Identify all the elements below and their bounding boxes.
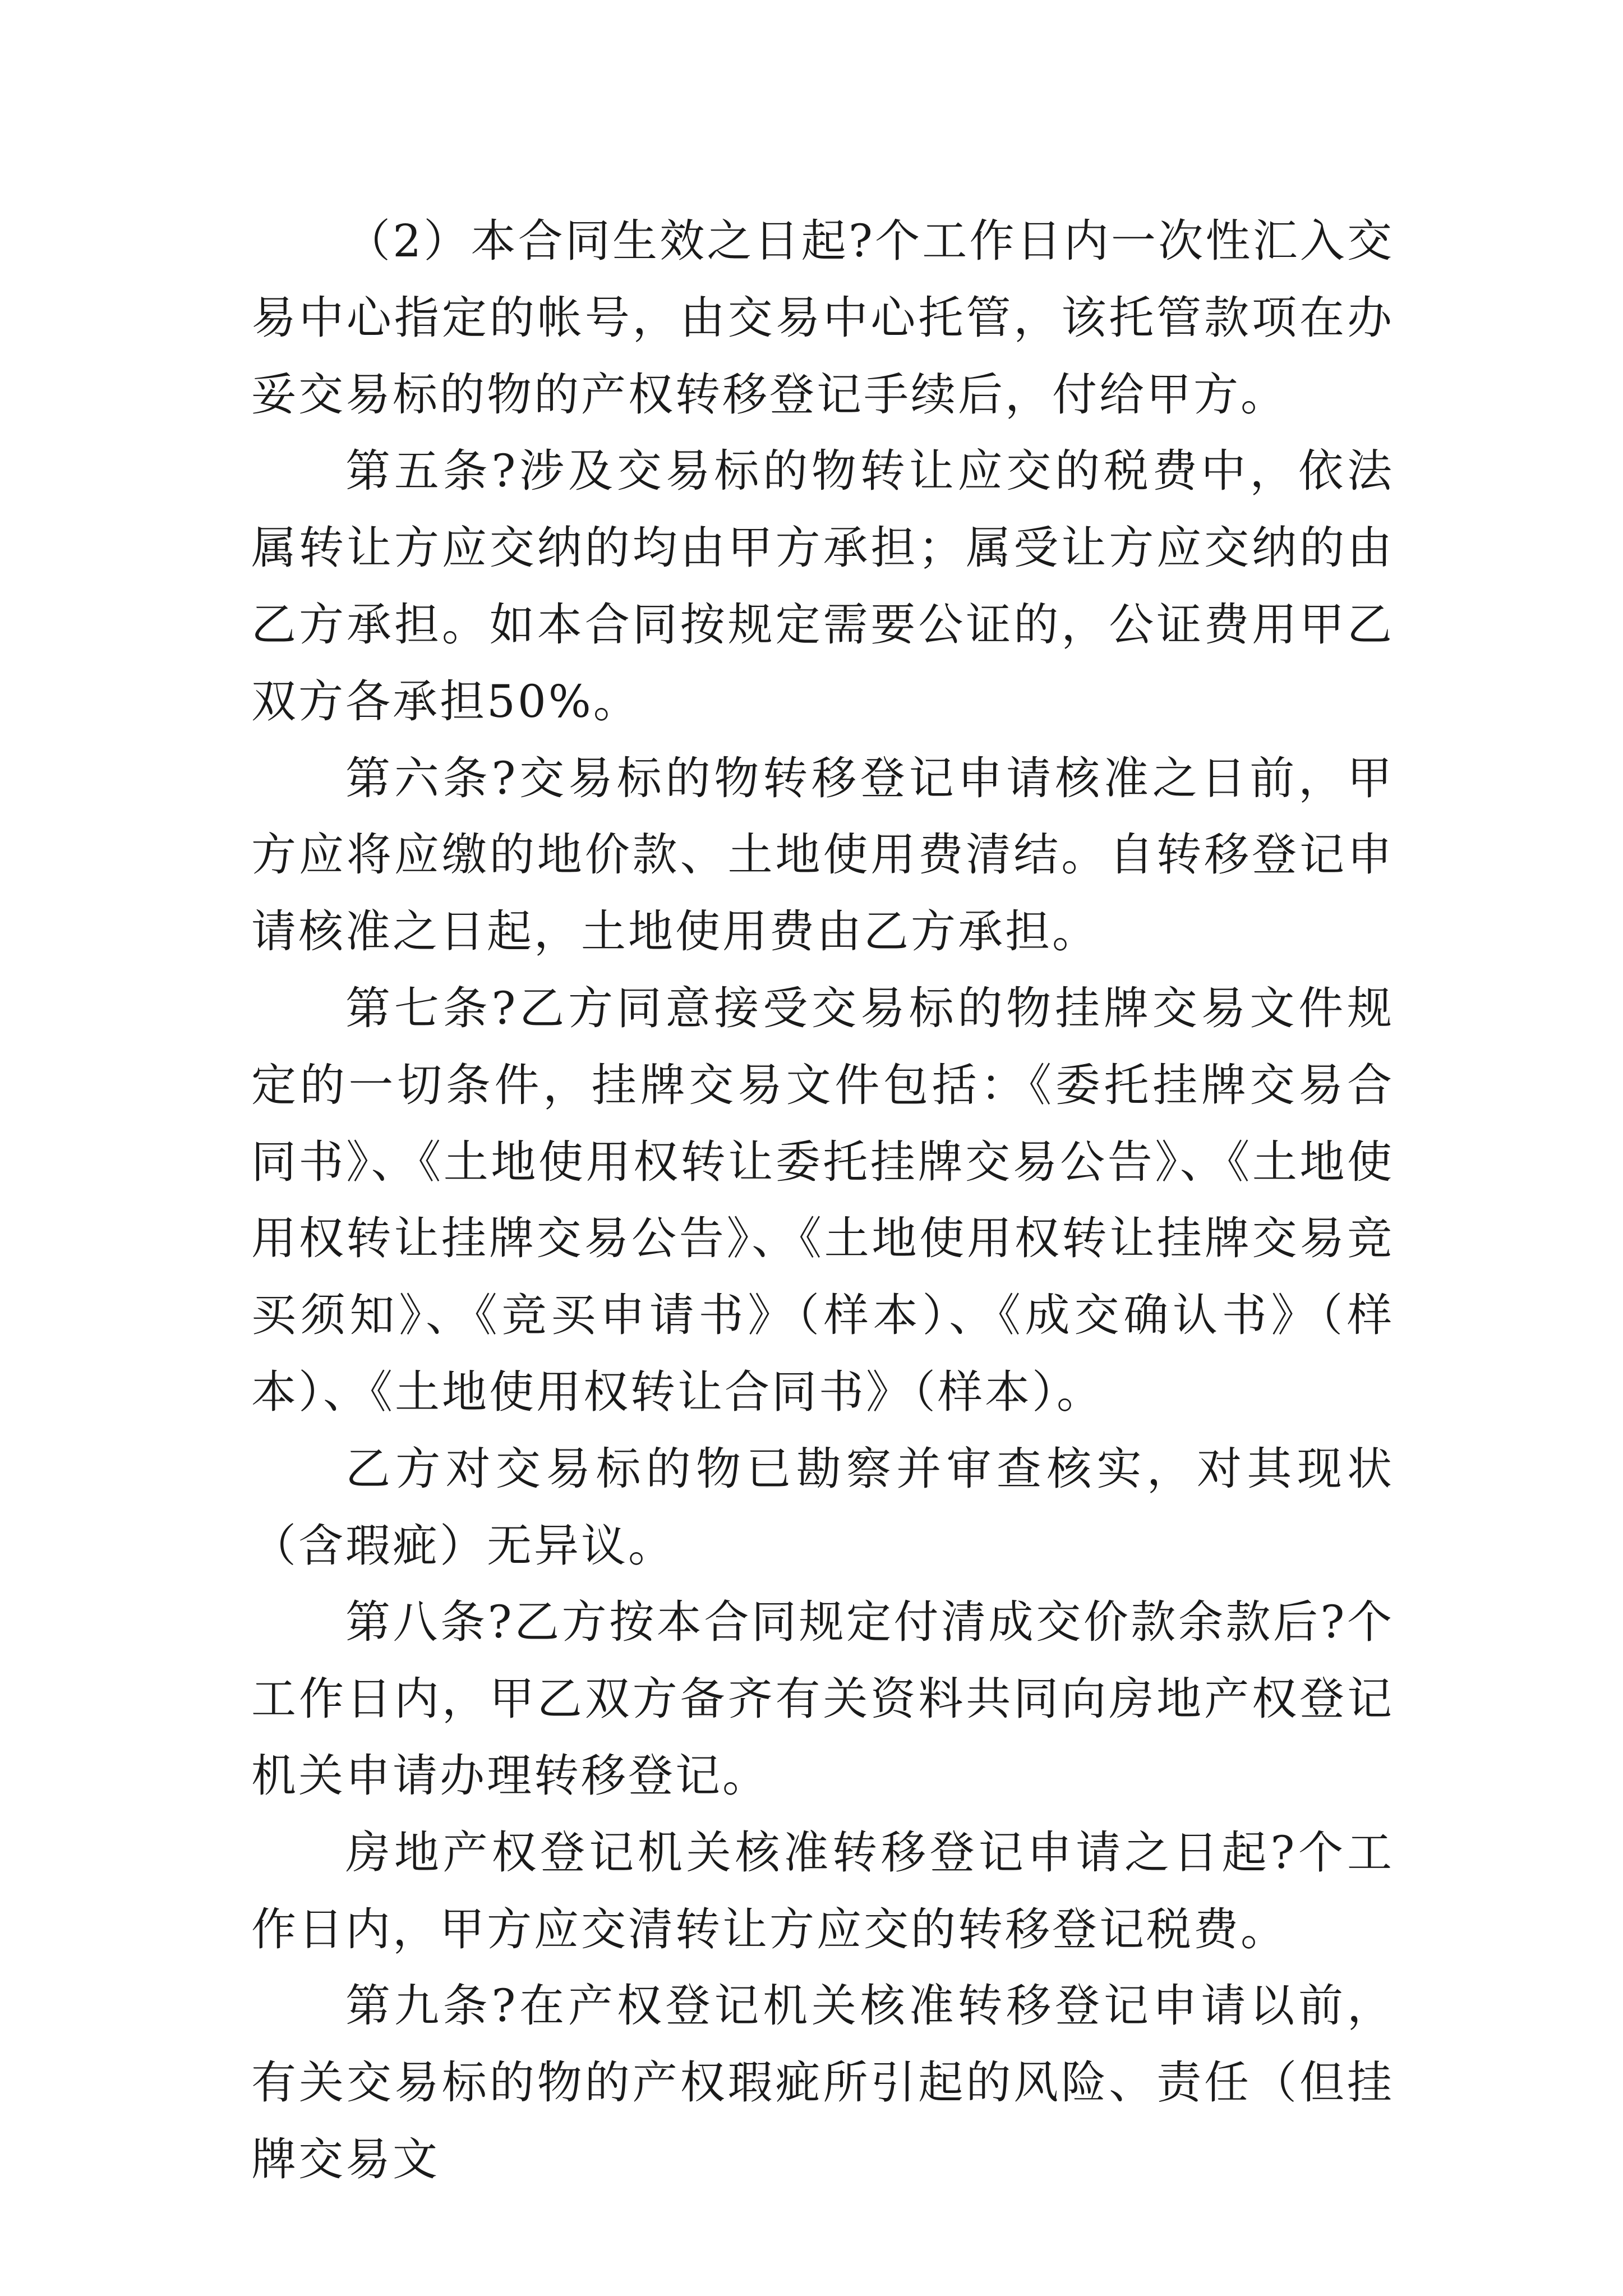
paragraph-article-7-acknowledgement: 乙方对交易标的物已勘察并审查核实，对其现状（含瑕疵）无异议。 bbox=[251, 1442, 1394, 1572]
paragraph-article-8: 第八条?乙方按本合同规定付清成交价款余款后?个工作日内，甲乙双方备齐有关资料共同向房地产权登记机关申请办理转移登记。 bbox=[251, 1596, 1394, 1802]
paragraph-payment-clause-2: （2）本合同生效之日起?个工作日内一次性汇入交易中心指定的帐号，由交易中心托管，该托管款项在办妥交易标的物的产权转移登记手续后，付给甲方。 bbox=[251, 215, 1394, 421]
paragraph-article-5: 第五条?涉及交易标的物转让应交的税费中，依法属转让方应交纳的均由甲方承担；属受让方应交纳的由乙方承担。如本合同按规定需要公证的，公证费用甲乙双方各承担50%。 bbox=[251, 445, 1394, 728]
paragraph-article-9: 第九条?在产权登记机关核准转移登记申请以前，有关交易标的物的产权瑕疵所引起的风险、责任（但挂牌交易文 bbox=[251, 1980, 1394, 2185]
contract-body bbox=[251, 203, 1394, 2198]
paragraph-article-8-taxes: 房地产权登记机关核准转移登记申请之日起?个工作日内，甲方应交清转让方应交的转移登记税费。 bbox=[251, 1826, 1394, 1955]
paragraph-article-6: 第六条?交易标的物转移登记申请核准之日前，甲方应将应缴的地价款、土地使用费清结。自转移登记申请核准之日起，土地使用费由乙方承担。 bbox=[251, 752, 1394, 958]
paragraph-article-7: 第七条?乙方同意接受交易标的物挂牌交易文件规定的一切条件，挂牌交易文件包括：《委托挂牌交易合同书》、《土地使用权转让委托挂牌交易公告》、《土地使用权转让挂牌交易公告》、《土地使用权转让挂牌交易竞买须知》、《竞买申请书》（样本）、《成交确认书》（样本）、《土地使用权转让合同书》（样本）。 bbox=[251, 982, 1394, 1418]
